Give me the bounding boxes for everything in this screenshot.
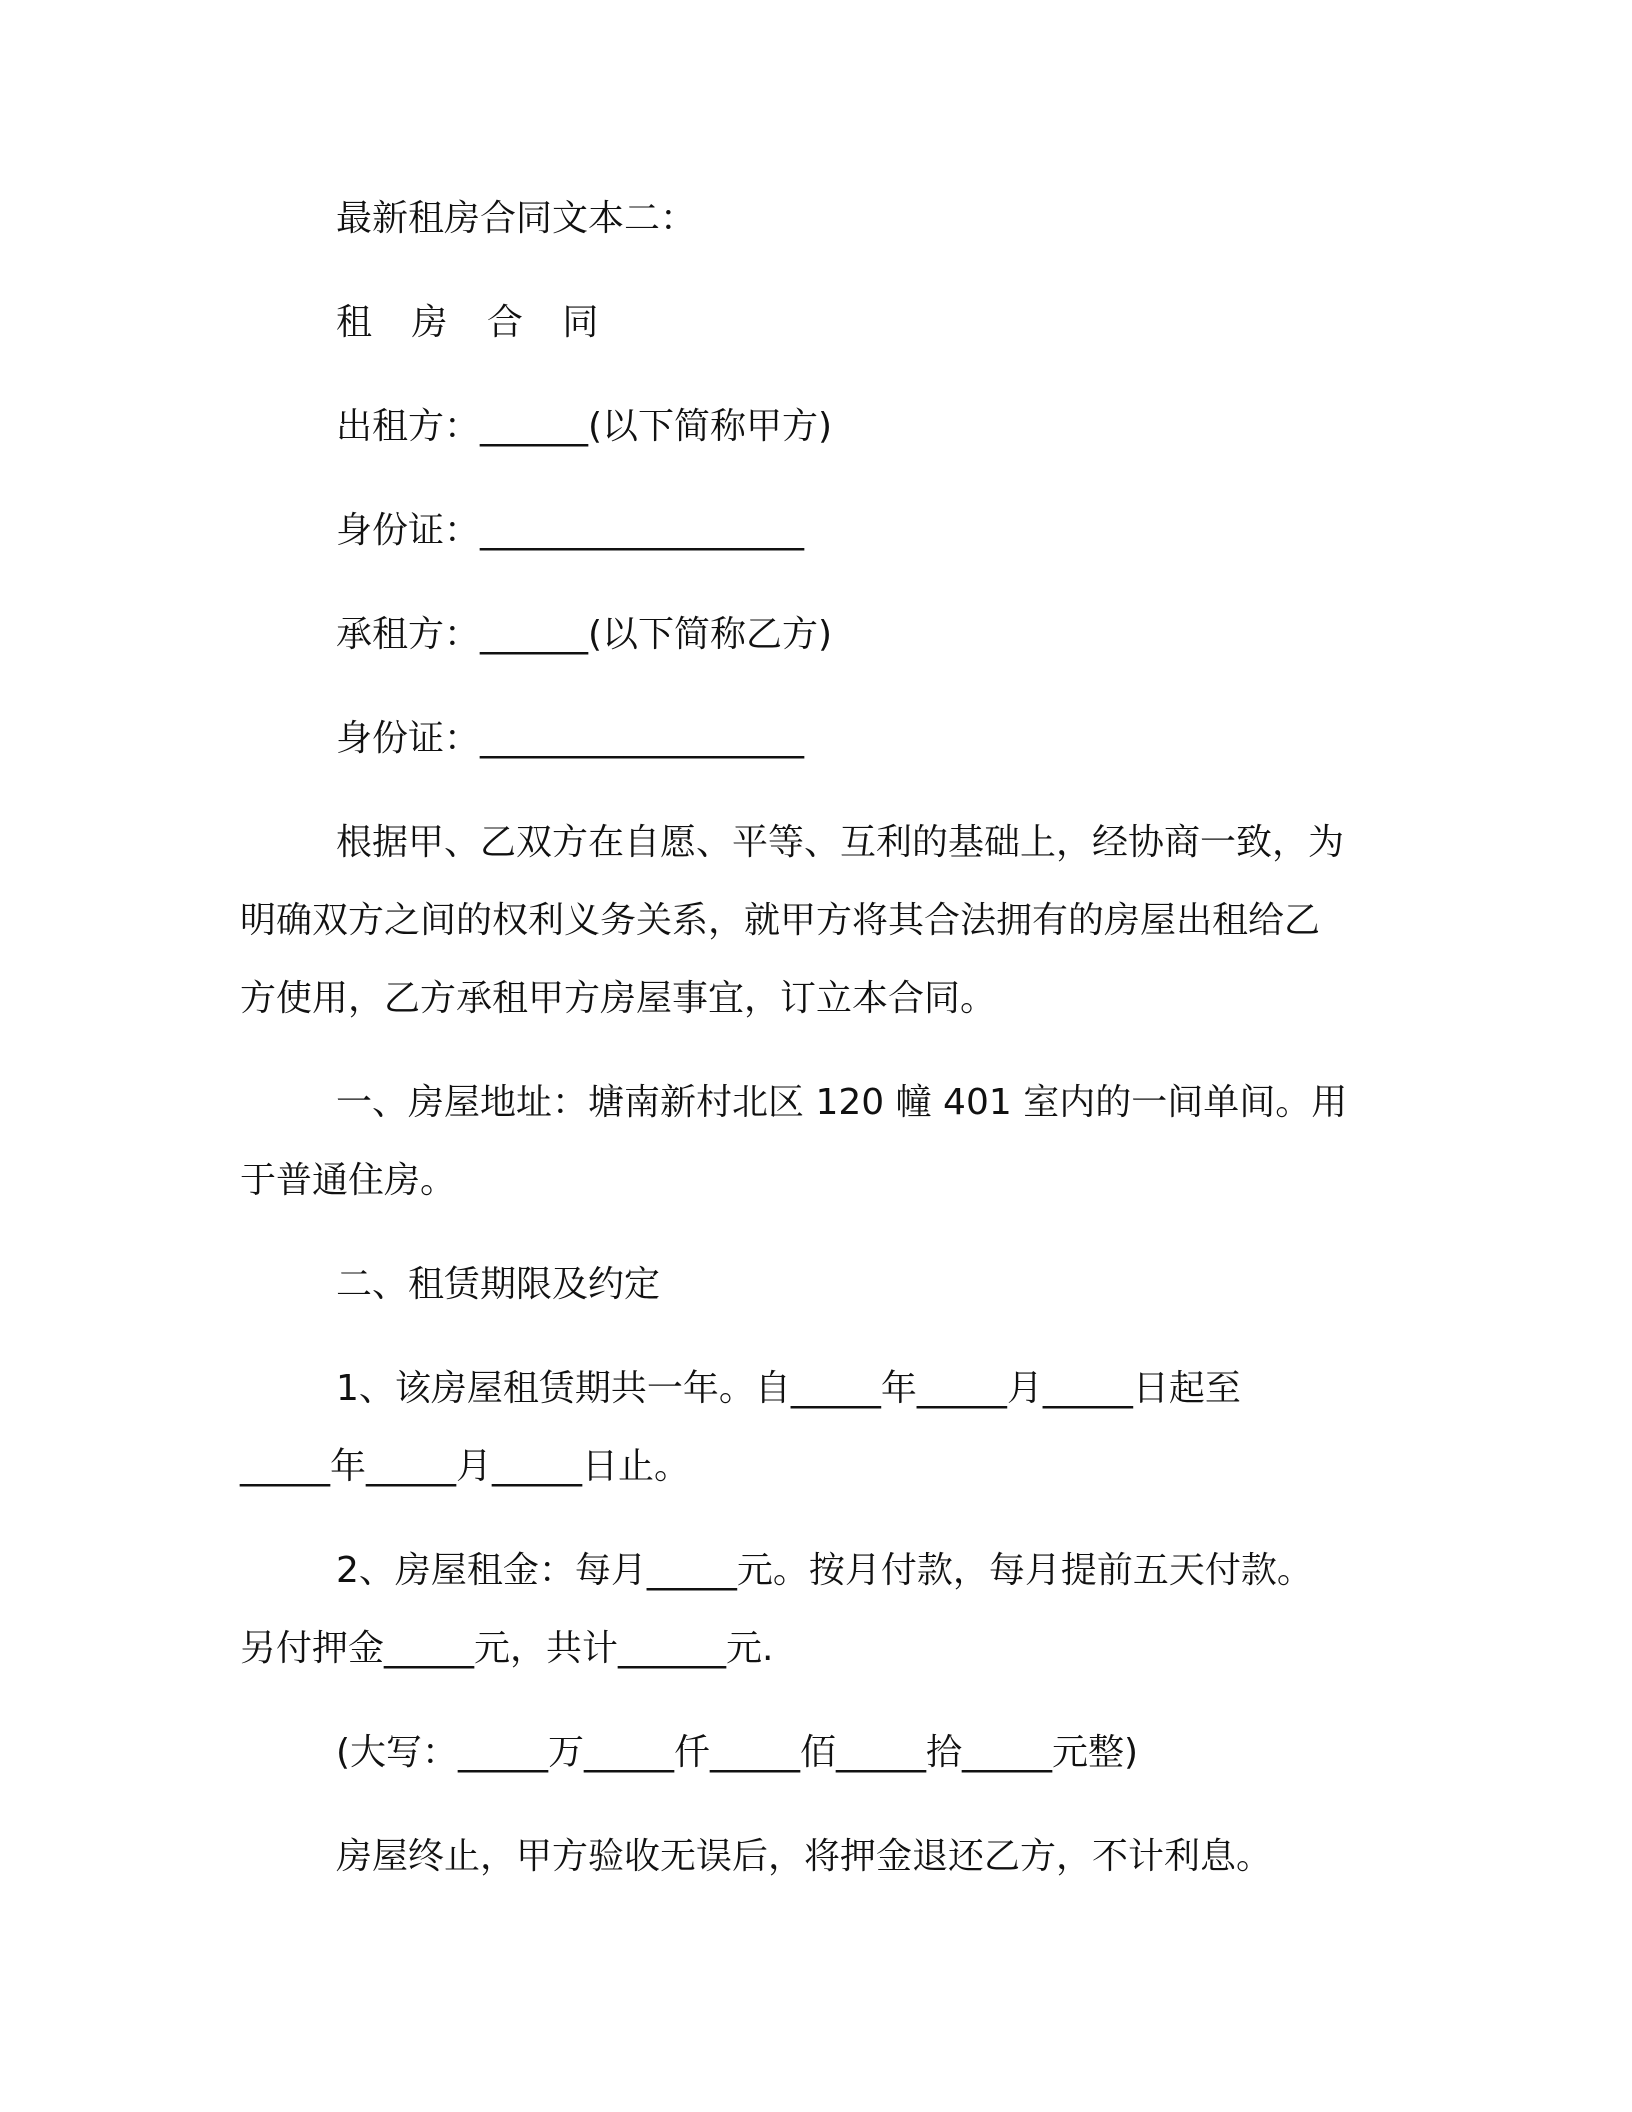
paragraph-line: 一、房屋地址：塘南新村北区 120 幢 401 室内的一间单间。用 (336, 1082, 1348, 1123)
deposit-return-line: 房屋终止，甲方验收无误后，将押金退还乙方，不计利息。 (336, 1836, 1273, 1877)
lessee-line: 承租方：______(以下简称乙方) (336, 614, 833, 655)
section-house-address (240, 1064, 1390, 1220)
lessor-line: 出租方：______(以下简称甲方) (336, 406, 833, 447)
document-heading: 最新租房合同文本二： (336, 198, 697, 239)
paragraph-line: 另付押金_____元，共计______元. (240, 1628, 774, 1669)
paragraph-line: 于普通住房。 (240, 1160, 457, 1201)
lessor-id-line: 身份证：__________________ (336, 510, 805, 551)
paragraph-line: 方使用，乙方承租甲方房屋事宜，订立本合同。 (240, 978, 997, 1019)
paragraph-line: 2、房屋租金：每月_____元。按月付款，每月提前五天付款。 (336, 1550, 1313, 1591)
paragraph-line: _____年_____月_____日止。 (240, 1446, 691, 1487)
lessee-id-line: 身份证：__________________ (336, 718, 805, 759)
clause-rent (240, 1532, 1390, 1688)
contract-title: 租 房 合 同 (336, 302, 613, 343)
paragraph-line: 明确双方之间的权利义务关系，就甲方将其合法拥有的房屋出租给乙 (240, 900, 1321, 941)
clause-lease-term (240, 1350, 1390, 1506)
preamble-paragraph (240, 804, 1390, 1038)
paragraph-line: 根据甲、乙双方在自愿、平等、互利的基础上，经协商一致，为 (336, 822, 1345, 863)
capital-amount-line: (大写：_____万_____仟_____佰_____拾_____元整) (336, 1732, 1139, 1773)
section-lease-term-title: 二、租赁期限及约定 (336, 1264, 661, 1305)
paragraph-line: 1、该房屋租赁期共一年。自_____年_____月_____日起至 (336, 1368, 1241, 1409)
document-body (240, 180, 1390, 1896)
